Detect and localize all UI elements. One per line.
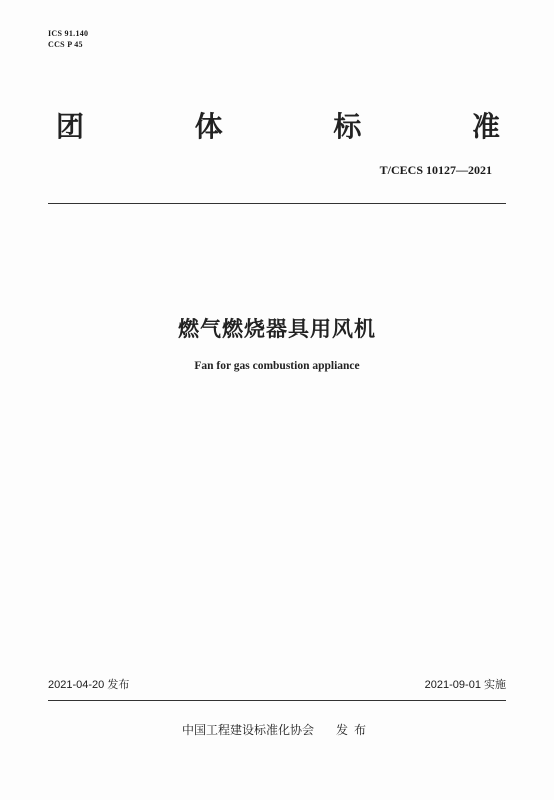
- top-divider: [48, 203, 506, 204]
- publisher-organization: 中国工程建设标准化协会: [181, 723, 314, 737]
- standard-type-char: 团: [56, 110, 85, 143]
- bottom-divider: [48, 700, 506, 701]
- standard-type-heading: [56, 110, 500, 144]
- issue-date: 2021-04-20 发布: [48, 679, 130, 691]
- implementation-date: 2021-09-01 实施: [424, 679, 506, 691]
- document-title-english: Fan for gas combustion appliance: [194, 360, 360, 372]
- ccs-code: CCS P 45: [48, 40, 83, 49]
- publisher-action: 发布: [336, 723, 373, 737]
- publisher-line: [0, 721, 554, 738]
- document-title-chinese: 燃气燃烧器具用风机: [178, 317, 376, 341]
- ics-code: ICS 91.140: [48, 29, 89, 38]
- standard-number: T/CECS 10127—2021: [379, 163, 492, 177]
- standard-type-char: 标: [333, 110, 362, 143]
- standard-type-char: 体: [194, 110, 223, 143]
- standard-type-char: 准: [471, 110, 500, 143]
